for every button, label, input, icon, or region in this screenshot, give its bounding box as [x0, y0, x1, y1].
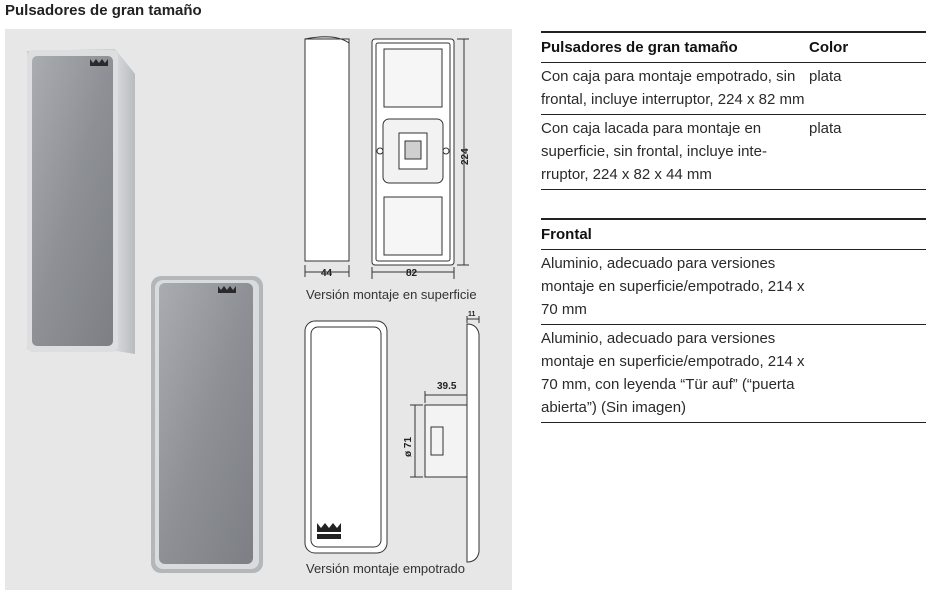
row-description: Con caja para montaje empotrado, sin frontal, incluye interruptor, 224 x 82 mm — [541, 63, 809, 115]
row-empty — [809, 325, 926, 423]
product-figure — [5, 29, 512, 590]
spec-tables — [541, 31, 926, 423]
row-empty — [809, 250, 926, 325]
row-description: Con caja lacada para montaje en superficie, sin frontal, incluye inte-rruptor, 224 x 82 x 44 mm — [541, 115, 809, 190]
header-color: Color — [809, 32, 926, 63]
row-description: Aluminio, adecuado para versiones montaje en superficie/empotrado, 214 x 70 mm — [541, 250, 809, 325]
dim-depth: 44 — [321, 268, 333, 279]
product-drawing — [5, 29, 512, 590]
dim-diameter: ø 71 — [403, 436, 414, 457]
dim-width: 82 — [406, 268, 418, 279]
table-row — [541, 250, 926, 325]
header-frontal: Frontal — [541, 219, 926, 250]
header-buttons: Pulsadores de gran tamaño — [541, 32, 809, 63]
row-description: Aluminio, adecuado para versiones montaje en superficie/empotrado, 214 x 70 mm, con leyenda “Tür auf” (“puerta abierta”) (Sin imagen) — [541, 325, 809, 423]
table-row — [541, 325, 926, 423]
dim-frame: 11 — [468, 311, 476, 318]
table-row — [541, 115, 926, 190]
table-row — [541, 63, 926, 115]
surface-front-view — [372, 39, 469, 279]
caption-surface: Versión montaje en superficie — [306, 287, 477, 302]
dim-height: 224 — [460, 148, 471, 165]
flush-front-view — [305, 321, 387, 553]
dim-protrusion: 39.5 — [437, 381, 457, 392]
caption-flush: Versión montaje empotrado — [306, 561, 465, 576]
flush-side-section — [410, 316, 479, 562]
buttons-table — [541, 31, 926, 190]
flush-button-photo — [151, 276, 263, 573]
surface-side-view — [305, 37, 349, 277]
row-color: plata — [809, 63, 926, 115]
surface-button-photo — [27, 49, 135, 354]
row-color: plata — [809, 115, 926, 190]
frontal-table — [541, 218, 926, 423]
page-title: Pulsadores de gran tamaño — [5, 2, 202, 19]
